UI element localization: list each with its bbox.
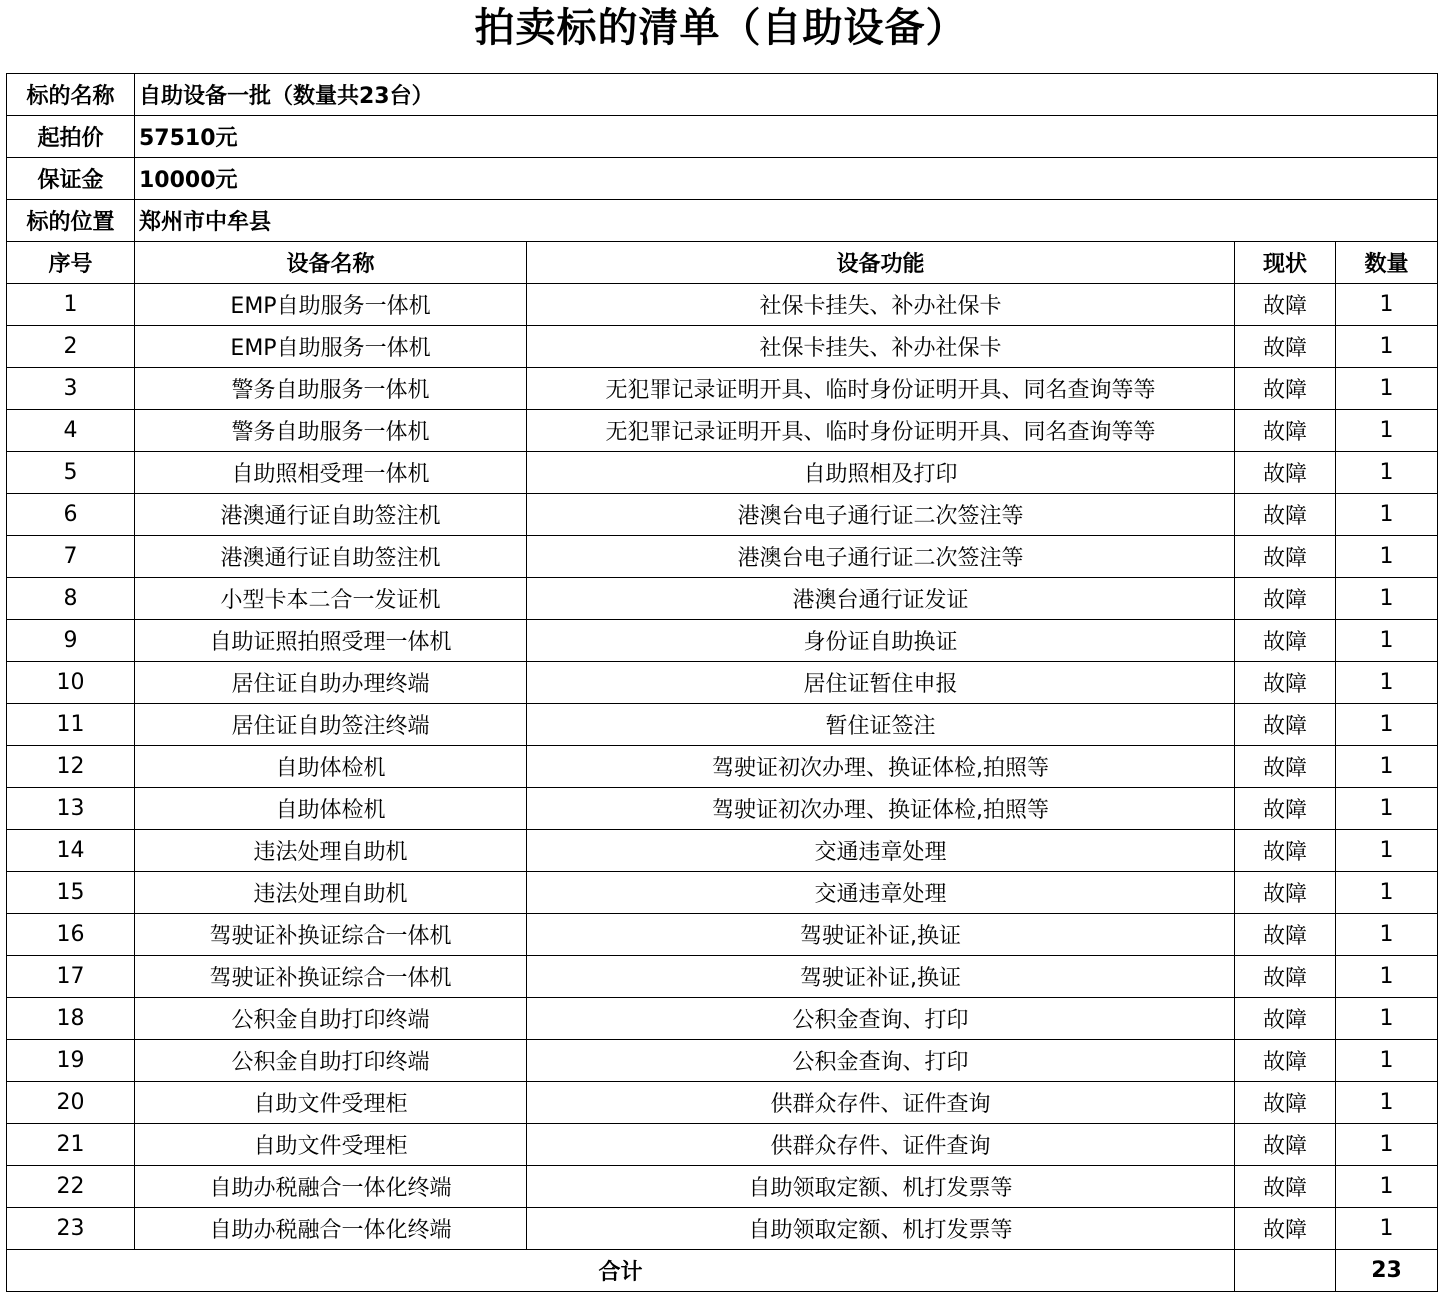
cell-status: 故障 — [1235, 956, 1336, 998]
table-row — [7, 998, 1438, 1040]
cell-function: 驾驶证补证,换证 — [527, 956, 1235, 998]
cell-qty: 1 — [1336, 410, 1438, 452]
cell-status: 故障 — [1235, 830, 1336, 872]
info-row-location — [7, 200, 1438, 242]
cell-function: 暂住证签注 — [527, 704, 1235, 746]
cell-no: 3 — [7, 368, 135, 410]
cell-function: 自助照相及打印 — [527, 452, 1235, 494]
cell-no: 9 — [7, 620, 135, 662]
info-value: 郑州市中牟县 — [135, 200, 1438, 242]
table-row — [7, 956, 1438, 998]
cell-name: 违法处理自助机 — [135, 872, 527, 914]
cell-name: 自助办税融合一体化终端 — [135, 1166, 527, 1208]
cell-name: 自助证照拍照受理一体机 — [135, 620, 527, 662]
info-row-start-price — [7, 116, 1438, 158]
table-row — [7, 410, 1438, 452]
cell-no: 2 — [7, 326, 135, 368]
cell-name: 自助照相受理一体机 — [135, 452, 527, 494]
info-label: 标的名称 — [7, 74, 135, 116]
cell-name: 警务自助服务一体机 — [135, 368, 527, 410]
cell-status: 故障 — [1235, 368, 1336, 410]
cell-no: 5 — [7, 452, 135, 494]
cell-name: 港澳通行证自助签注机 — [135, 494, 527, 536]
cell-function: 社保卡挂失、补办社保卡 — [527, 326, 1235, 368]
cell-no: 23 — [7, 1208, 135, 1250]
header-qty: 数量 — [1336, 242, 1438, 284]
cell-name: 违法处理自助机 — [135, 830, 527, 872]
cell-status: 故障 — [1235, 578, 1336, 620]
cell-status: 故障 — [1235, 704, 1336, 746]
cell-name: 港澳通行证自助签注机 — [135, 536, 527, 578]
cell-name: 自助文件受理柜 — [135, 1124, 527, 1166]
cell-status: 故障 — [1235, 662, 1336, 704]
cell-qty: 1 — [1336, 1208, 1438, 1250]
total-status-empty — [1235, 1250, 1336, 1292]
cell-no: 8 — [7, 578, 135, 620]
table-row — [7, 1166, 1438, 1208]
cell-status: 故障 — [1235, 410, 1336, 452]
cell-no: 6 — [7, 494, 135, 536]
page-title: 拍卖标的清单（自助设备） — [474, 5, 967, 51]
cell-function: 港澳台电子通行证二次签注等 — [527, 536, 1235, 578]
cell-qty: 1 — [1336, 830, 1438, 872]
table-row — [7, 536, 1438, 578]
cell-no: 17 — [7, 956, 135, 998]
header-function: 设备功能 — [527, 242, 1235, 284]
cell-name: 自助办税融合一体化终端 — [135, 1208, 527, 1250]
cell-function: 身份证自助换证 — [527, 620, 1235, 662]
table-row — [7, 368, 1438, 410]
info-value: 10000元 — [135, 158, 1438, 200]
cell-qty: 1 — [1336, 494, 1438, 536]
table-row — [7, 494, 1438, 536]
cell-qty: 1 — [1336, 1124, 1438, 1166]
cell-function: 供群众存件、证件查询 — [527, 1082, 1235, 1124]
table-row — [7, 1124, 1438, 1166]
cell-status: 故障 — [1235, 914, 1336, 956]
total-label: 合计 — [7, 1250, 1235, 1292]
cell-qty: 1 — [1336, 788, 1438, 830]
total-row — [7, 1250, 1438, 1292]
info-row-name — [7, 74, 1438, 116]
cell-status: 故障 — [1235, 1082, 1336, 1124]
cell-no: 12 — [7, 746, 135, 788]
cell-qty: 1 — [1336, 872, 1438, 914]
cell-qty: 1 — [1336, 914, 1438, 956]
cell-no: 13 — [7, 788, 135, 830]
table-row — [7, 704, 1438, 746]
table-row — [7, 914, 1438, 956]
cell-status: 故障 — [1235, 1208, 1336, 1250]
header-status: 现状 — [1235, 242, 1336, 284]
cell-name: 公积金自助打印终端 — [135, 998, 527, 1040]
cell-qty: 1 — [1336, 536, 1438, 578]
cell-function: 居住证暂住申报 — [527, 662, 1235, 704]
cell-name: 公积金自助打印终端 — [135, 1040, 527, 1082]
cell-status: 故障 — [1235, 872, 1336, 914]
cell-qty: 1 — [1336, 368, 1438, 410]
info-label: 起拍价 — [7, 116, 135, 158]
cell-name: EMP自助服务一体机 — [135, 284, 527, 326]
table-row — [7, 1208, 1438, 1250]
cell-qty: 1 — [1336, 998, 1438, 1040]
cell-name: 居住证自助办理终端 — [135, 662, 527, 704]
cell-qty: 1 — [1336, 284, 1438, 326]
cell-function: 港澳台通行证发证 — [527, 578, 1235, 620]
cell-qty: 1 — [1336, 662, 1438, 704]
cell-function: 交通违章处理 — [527, 830, 1235, 872]
header-name: 设备名称 — [135, 242, 527, 284]
cell-function: 港澳台电子通行证二次签注等 — [527, 494, 1235, 536]
cell-function: 驾驶证初次办理、换证体检,拍照等 — [527, 788, 1235, 830]
header-row — [7, 242, 1438, 284]
cell-function: 无犯罪记录证明开具、临时身份证明开具、同名查询等等 — [527, 410, 1235, 452]
auction-list-table — [6, 73, 1438, 1292]
info-value: 57510元 — [135, 116, 1438, 158]
cell-status: 故障 — [1235, 452, 1336, 494]
table-row — [7, 452, 1438, 494]
cell-function: 自助领取定额、机打发票等 — [527, 1208, 1235, 1250]
cell-no: 7 — [7, 536, 135, 578]
cell-qty: 1 — [1336, 620, 1438, 662]
cell-status: 故障 — [1235, 788, 1336, 830]
total-qty: 23 — [1336, 1250, 1438, 1292]
table-row — [7, 284, 1438, 326]
cell-no: 4 — [7, 410, 135, 452]
cell-status: 故障 — [1235, 1040, 1336, 1082]
cell-no: 11 — [7, 704, 135, 746]
cell-qty: 1 — [1336, 746, 1438, 788]
info-row-deposit — [7, 158, 1438, 200]
cell-status: 故障 — [1235, 620, 1336, 662]
cell-no: 15 — [7, 872, 135, 914]
cell-status: 故障 — [1235, 494, 1336, 536]
cell-status: 故障 — [1235, 746, 1336, 788]
cell-name: 驾驶证补换证综合一体机 — [135, 956, 527, 998]
table-row — [7, 326, 1438, 368]
table-row — [7, 620, 1438, 662]
cell-no: 21 — [7, 1124, 135, 1166]
cell-function: 无犯罪记录证明开具、临时身份证明开具、同名查询等等 — [527, 368, 1235, 410]
cell-name: 自助体检机 — [135, 788, 527, 830]
cell-function: 交通违章处理 — [527, 872, 1235, 914]
cell-status: 故障 — [1235, 1166, 1336, 1208]
cell-function: 社保卡挂失、补办社保卡 — [527, 284, 1235, 326]
cell-name: 驾驶证补换证综合一体机 — [135, 914, 527, 956]
cell-function: 供群众存件、证件查询 — [527, 1124, 1235, 1166]
info-label: 标的位置 — [7, 200, 135, 242]
cell-function: 自助领取定额、机打发票等 — [527, 1166, 1235, 1208]
cell-name: 警务自助服务一体机 — [135, 410, 527, 452]
cell-function: 公积金查询、打印 — [527, 1040, 1235, 1082]
table-row — [7, 788, 1438, 830]
cell-function: 驾驶证补证,换证 — [527, 914, 1235, 956]
cell-no: 14 — [7, 830, 135, 872]
cell-function: 公积金查询、打印 — [527, 998, 1235, 1040]
cell-qty: 1 — [1336, 956, 1438, 998]
table-row — [7, 662, 1438, 704]
cell-name: 居住证自助签注终端 — [135, 704, 527, 746]
cell-qty: 1 — [1336, 578, 1438, 620]
cell-name: 自助体检机 — [135, 746, 527, 788]
info-value: 自助设备一批（数量共23台） — [135, 74, 1438, 116]
cell-qty: 1 — [1336, 1040, 1438, 1082]
cell-no: 20 — [7, 1082, 135, 1124]
info-label: 保证金 — [7, 158, 135, 200]
table-row — [7, 872, 1438, 914]
cell-qty: 1 — [1336, 704, 1438, 746]
cell-function: 驾驶证初次办理、换证体检,拍照等 — [527, 746, 1235, 788]
cell-no: 18 — [7, 998, 135, 1040]
table-row — [7, 578, 1438, 620]
cell-qty: 1 — [1336, 452, 1438, 494]
cell-qty: 1 — [1336, 1166, 1438, 1208]
cell-qty: 1 — [1336, 1082, 1438, 1124]
cell-status: 故障 — [1235, 284, 1336, 326]
cell-no: 22 — [7, 1166, 135, 1208]
cell-status: 故障 — [1235, 1124, 1336, 1166]
header-no: 序号 — [7, 242, 135, 284]
table-row — [7, 746, 1438, 788]
table-row — [7, 1040, 1438, 1082]
cell-name: EMP自助服务一体机 — [135, 326, 527, 368]
cell-no: 16 — [7, 914, 135, 956]
cell-status: 故障 — [1235, 326, 1336, 368]
table-row — [7, 830, 1438, 872]
cell-name: 自助文件受理柜 — [135, 1082, 527, 1124]
table-row — [7, 1082, 1438, 1124]
cell-status: 故障 — [1235, 536, 1336, 578]
cell-no: 19 — [7, 1040, 135, 1082]
cell-qty: 1 — [1336, 326, 1438, 368]
cell-name: 小型卡本二合一发证机 — [135, 578, 527, 620]
cell-no: 1 — [7, 284, 135, 326]
cell-no: 10 — [7, 662, 135, 704]
cell-status: 故障 — [1235, 998, 1336, 1040]
